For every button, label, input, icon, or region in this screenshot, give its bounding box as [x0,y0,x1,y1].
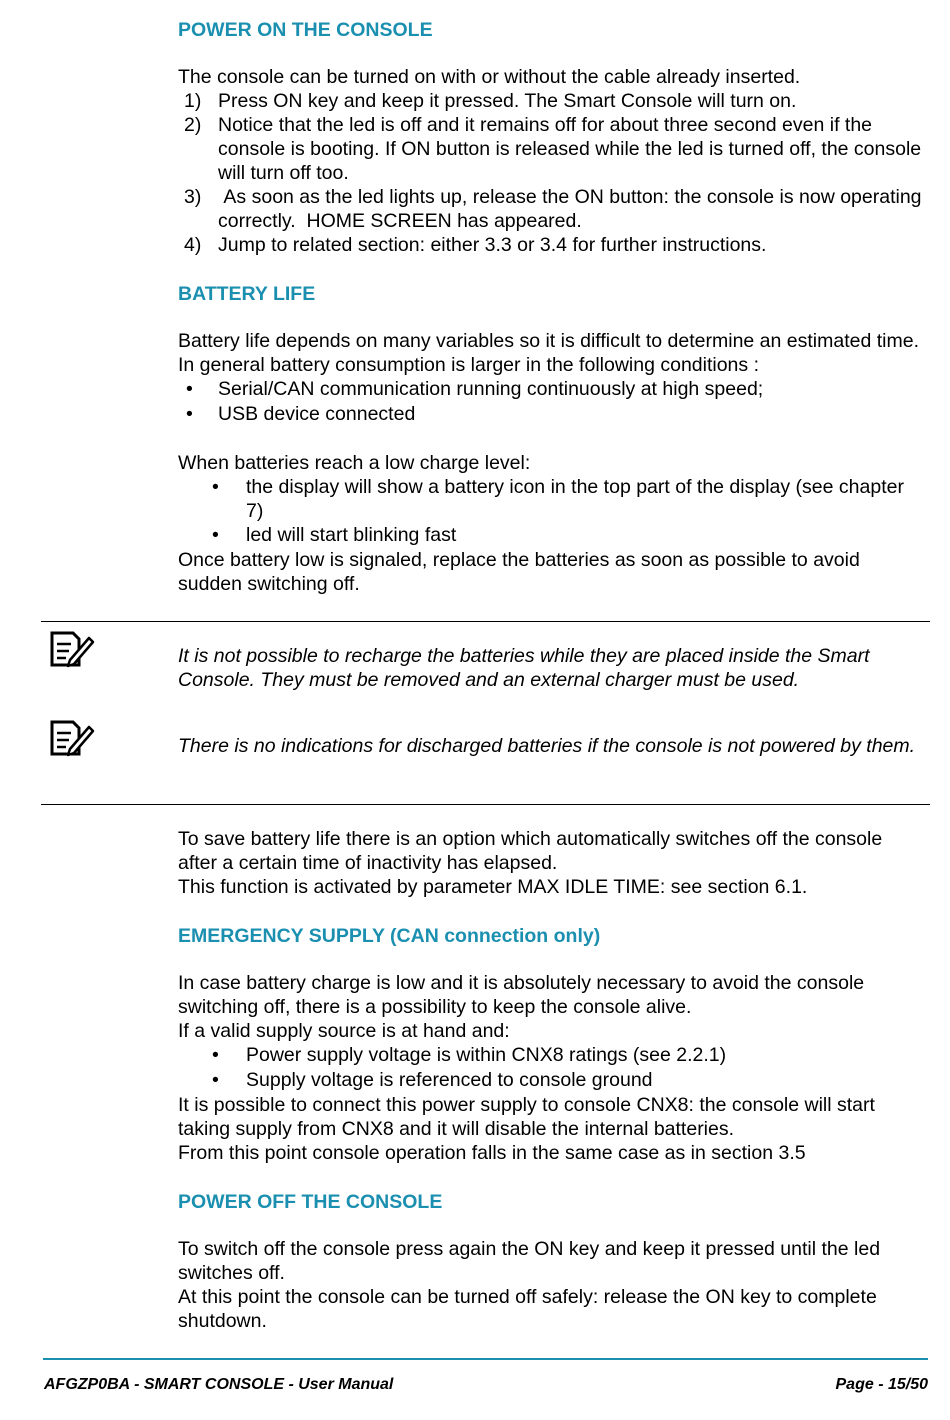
note-text-recharge: It is not possible to recharge the batteries while they are placed inside the Smart Console. They must be removed and an external charger must be used. [178,645,870,691]
emergency-p4: From this point console operation falls in the same case as in section 3.5 [178,1142,806,1164]
emergency-p3: It is possible to connect this power supply to console CNX8: the console will start taking supply from CNX8 and it will disable the internal batteries. [178,1094,875,1140]
heading-emergency: EMERGENCY SUPPLY (CAN connection only) [178,925,601,947]
list-item: • the display will show a battery icon in the top part of the display (see chapter 7) [212,476,904,522]
note-text-discharged: There is no indications for discharged batteries if the console is not powered by them. [178,735,916,757]
heading-power-on: POWER ON THE CONSOLE [178,19,433,41]
power-on-intro: The console can be turned on with or without the cable already inserted. [178,66,801,88]
power-off-p1: To switch off the console press again the ON key and keep it pressed until the led switches off. [178,1238,881,1284]
battery-conditions [178,377,926,427]
list-item: 3) As soon as the led lights up, release the ON button: the console is now operating correctly. HOME SCREEN has appeared. [184,186,927,232]
battery-low-items [178,475,926,548]
page-footer [44,1375,928,1395]
heading-power-off: POWER OFF THE CONSOLE [178,1191,443,1213]
emergency-p1: In case battery charge is low and it is absolutely necessary to avoid the console switching off, there is a possibility to keep the console alive. [178,972,865,1018]
battery-low-outro: Once battery low is signaled, replace the batteries as soon as possible to avoid sudden switching off. [178,549,860,595]
list-item: • led will start blinking fast [212,524,457,546]
save-battery-p2: This function is activated by parameter MAX IDLE TIME: see section 6.1. [178,876,808,898]
list-item: • Power supply voltage is within CNX8 ratings (see 2.2.1) [212,1044,727,1066]
emergency-items [178,1043,926,1093]
emergency-p2: If a valid supply source is at hand and: [178,1020,510,1042]
page-number: Page - 15/50 [835,1376,928,1393]
note-edit-icon [49,719,95,757]
battery-low-intro: When batteries reach a low charge level: [178,452,531,474]
footer-rule [43,1358,928,1360]
notes-box [41,621,930,805]
main-content [178,17,926,596]
heading-battery-life: BATTERY LIFE [178,283,316,305]
list-item: • USB device connected [186,403,416,425]
power-off-p2: At this point the console can be turned off safely: release the ON key to complete shutdown. [178,1286,877,1332]
footer-doc-title: AFGZP0BA - SMART CONSOLE - User Manual [44,1376,394,1393]
main-content-lower [178,827,926,1333]
list-item: • Supply voltage is referenced to console ground [212,1069,653,1091]
list-item: • Serial/CAN communication running continuously at high speed; [186,378,764,400]
list-item: 1) Press ON key and keep it pressed. The Smart Console will turn on. [184,90,797,112]
note-edit-icon [49,630,95,668]
list-item: 4) Jump to related section: either 3.3 or 3.4 for further instructions. [184,234,767,256]
save-battery-p1: To save battery life there is an option which automatically switches off the console after a certain time of inactivity has elapsed. [178,828,883,874]
power-on-steps [178,89,926,257]
battery-intro: Battery life depends on many variables so it is difficult to determine an estimated time. In general battery consumption is larger in the following conditions : [178,330,920,376]
list-item: 2) Notice that the led is off and it remains off for about three second even if the console is booting. If ON button is released while the led is turned off, the console will turn off too. [184,114,922,184]
